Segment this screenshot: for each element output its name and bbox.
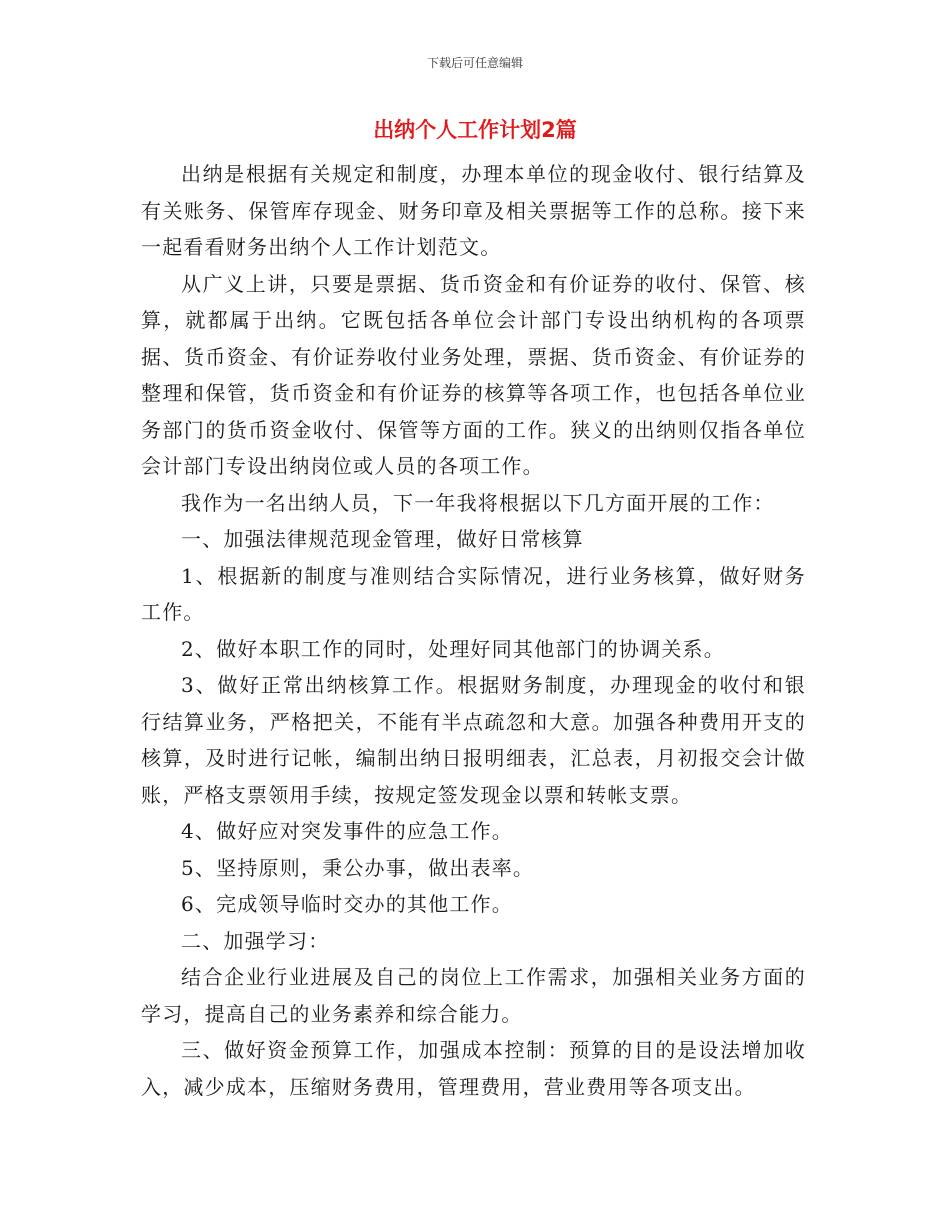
list-item-5: 5、坚持原则，秉公办事，做出表率。 <box>181 855 535 880</box>
section-heading-2: 二、加强学习： <box>181 928 330 953</box>
section-heading-3: 三、做好资金预算工作，加强成本控制：预算的目的是设法增加收入，减少成本，压缩财务费用，管理费用，营业费用等各项支出。 <box>141 1038 806 1099</box>
list-item-6: 6、完成领导临时交办的其他工作。 <box>181 892 513 916</box>
paragraph-definition: 从广义上讲，只要是票据、货币资金和有价证券的收付、保管、核算，就都属于出纳。它既包括各单位会计部门专设出纳机构的各项票据、货币资金、有价证券收付业务处理，票据、货币资金、有价证券的整理和保管，货币资金和有价证券的核算等各项工作，也包括各单位业务部门的货币资金收付、保管等方面的工作。狭义的出纳则仅指各单位会计部门专设出纳岗位或人员的各项工作。 <box>141 271 806 478</box>
page-header-note: 下载后可任意编辑 <box>426 56 523 70</box>
section-heading-1: 一、加强法律规范现金管理，做好日常核算 <box>181 527 584 551</box>
paragraph-intro: 出纳是根据有关规定和制度，办理本单位的现金收付、银行结算及有关账务、保管库存现金、财务印章及相关票据等工作的总称。接下来一起看看财务出纳个人工作计划范文。 <box>141 162 806 259</box>
list-item-1: 1、根据新的制度与准则结合实际情况，进行业务核算，做好财务工作。 <box>141 563 806 624</box>
document-title: 出纳个人工作计划2篇 <box>373 118 577 142</box>
list-item-4: 4、做好应对突发事件的应急工作。 <box>181 819 513 843</box>
document-body <box>141 156 806 1105</box>
paragraph-learning: 结合企业行业进展及自己的岗位上工作需求，加强相关业务方面的学习，提高自己的业务素养和综合能力。 <box>141 965 806 1026</box>
list-item-2: 2、做好本职工作的同时，处理好同其他部门的协调关系。 <box>181 636 725 661</box>
paragraph-plan-lead: 我作为一名出纳人员，下一年我将根据以下几方面开展的工作： <box>181 490 775 515</box>
list-item-3: 3、做好正常出纳核算工作。根据财务制度，办理现金的收付和银行结算业务，严格把关，不能有半点疏忽和大意。加强各种费用开支的核算，及时进行记帐，编制出纳日报明细表，汇总表，月初报交会计做账，严格支票领用手续，按规定签发现金以票和转帐支票。 <box>141 673 806 807</box>
